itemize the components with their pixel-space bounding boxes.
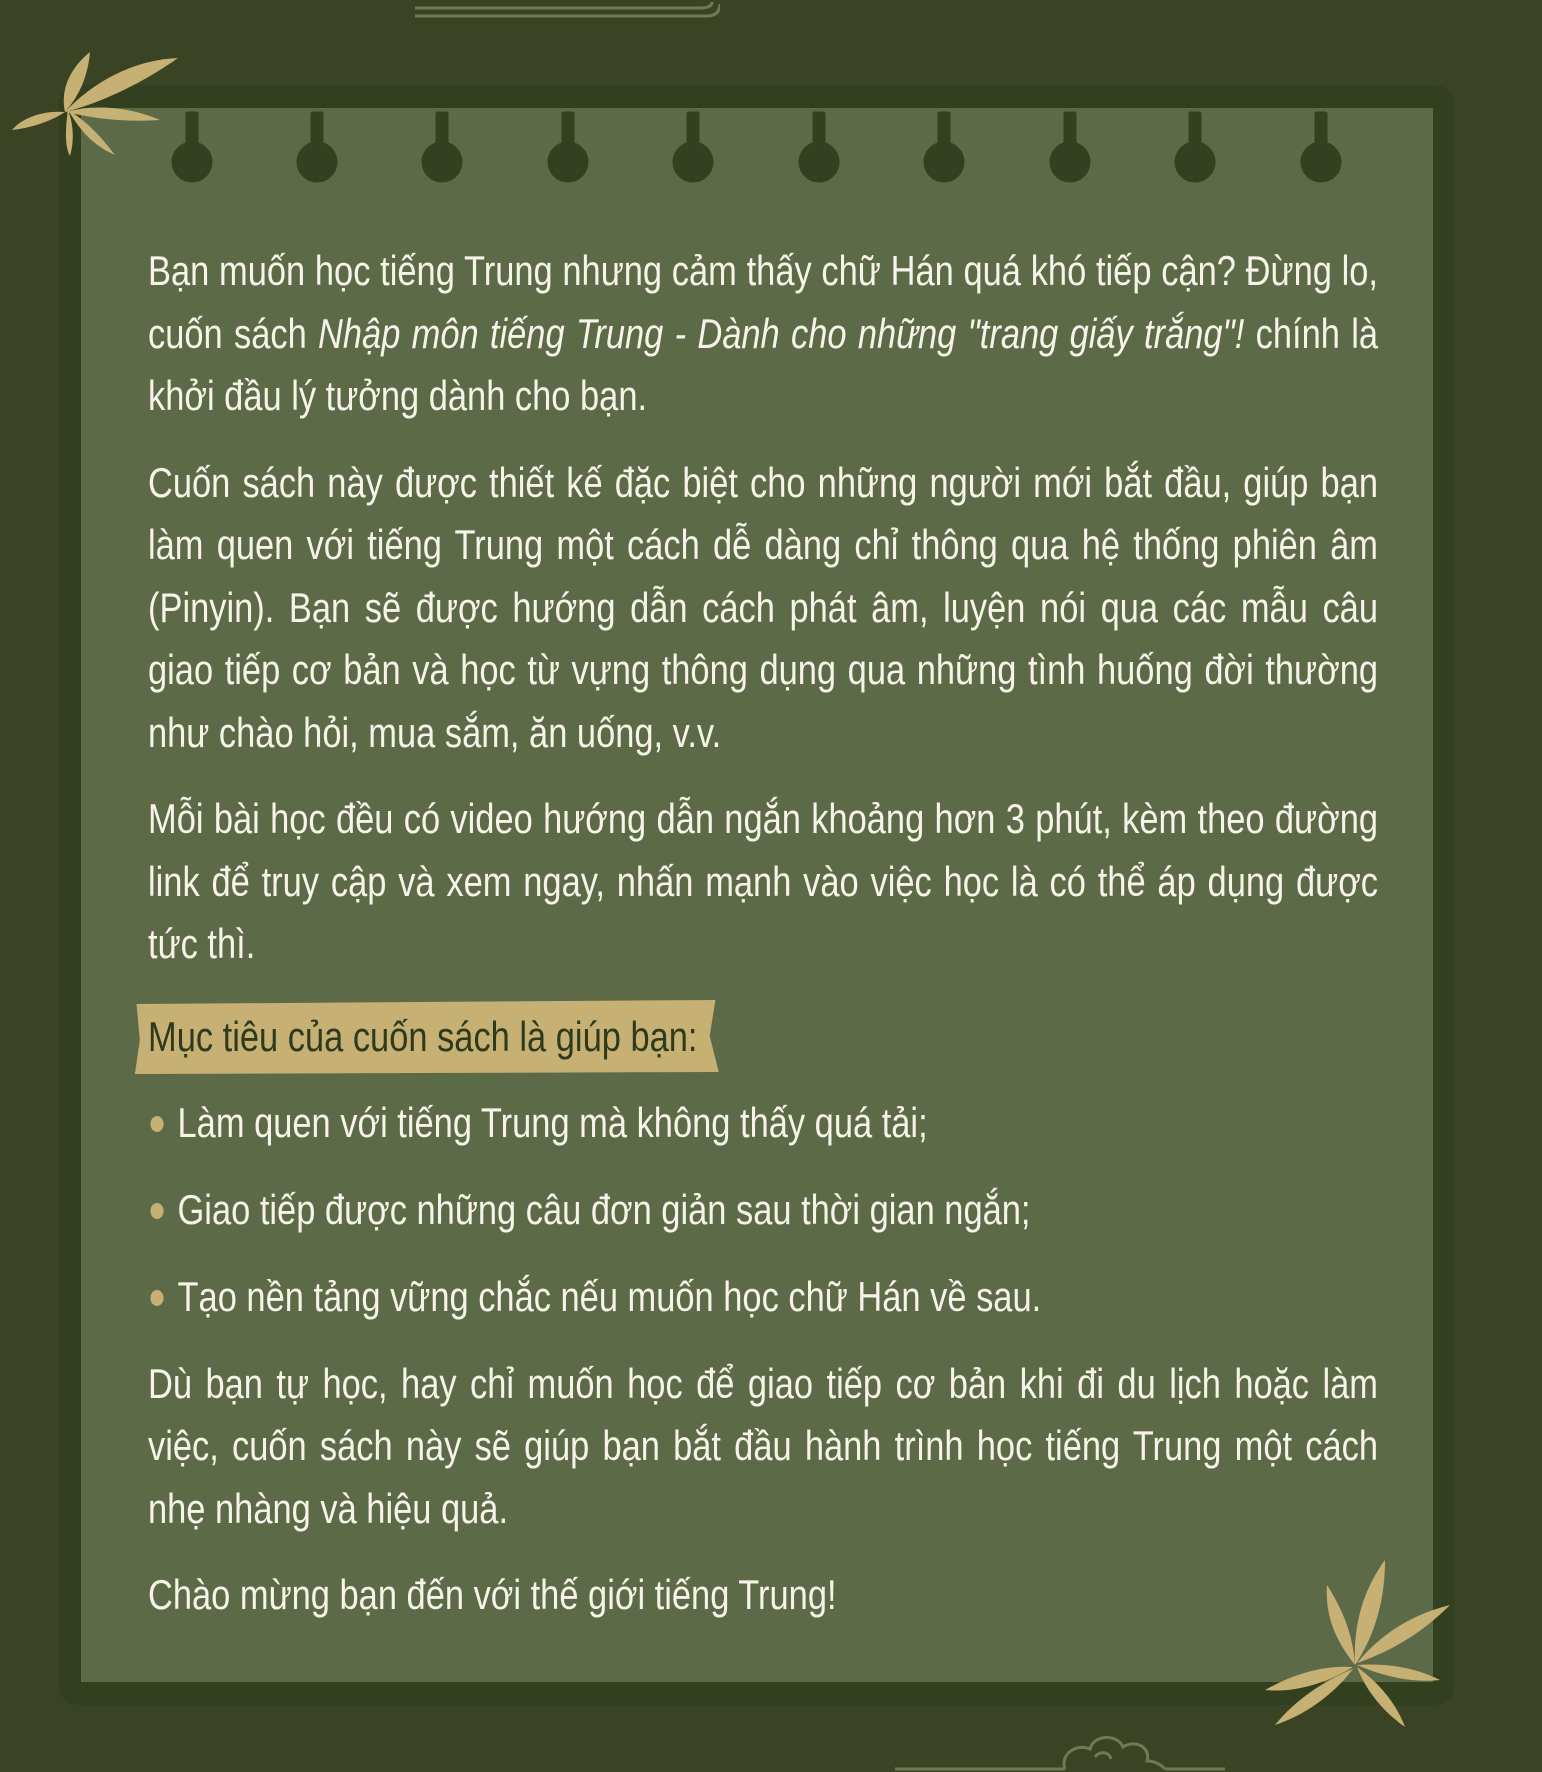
list-item	[148, 1179, 1157, 1241]
intro-paragraph-3: Mỗi bài học đều có video hướng dẫn ngắn khoảng hơn 3 phút, kèm theo đường link để truy cập và xem ngay, nhấn mạnh vào việc học là có thể áp dụng được tức thì.	[148, 795, 1378, 967]
welcome-line: Chào mừng bạn đến với thế giới tiếng Trung!	[148, 1571, 837, 1618]
goal-text: Giao tiếp được những câu đơn giản sau thời gian ngắn;	[177, 1185, 1031, 1233]
list-item	[148, 1092, 1157, 1154]
book-title: Nhập môn tiếng Trung - Dành cho những "trang giấy trắng"!	[318, 309, 1245, 357]
closing-paragraph: Dù bạn tự học, hay chỉ muốn học để giao tiếp cơ bản khi đi du lịch hoặc làm việc, cuốn sách này sẽ giúp bạn bắt đầu hành trình học tiếng Trung một cách nhẹ nhàng và hiệu quả.	[148, 1359, 1378, 1532]
goals-heading-highlight	[132, 1000, 1157, 1074]
bullet-dot-icon	[150, 1290, 163, 1306]
goals-heading: Mục tiêu của cuốn sách là giúp bạn:	[148, 1012, 698, 1060]
goal-text: Tạo nền tảng vững chắc nếu muốn học chữ Hán về sau.	[177, 1272, 1042, 1320]
intro-paragraph-1	[148, 240, 1378, 428]
goals-list	[148, 1092, 1157, 1328]
page-content	[148, 240, 1378, 1651]
intro-text-end: chính là khởi đầu lý tưởng dành cho bạn.	[148, 309, 1378, 419]
goal-text: Làm quen với tiếng Trung mà không thấy quá tải;	[177, 1098, 928, 1146]
bullet-dot-icon	[150, 1116, 163, 1132]
intro-paragraph-2: Cuốn sách này được thiết kế đặc biệt cho những người mới bắt đầu, giúp bạn làm quen với tiếng Trung một cách dễ dàng chỉ thông qua hệ thống phiên âm (Pinyin). Bạn sẽ được hướng dẫn cách phát âm, luyện nói qua các mẫu câu giao tiếp cơ bản và học từ vựng thông dụng qua những tình huống đời thường như chào hỏi, mua sắm, ăn uống, v.v.	[148, 458, 1378, 756]
cloud-scroll-icon	[410, 0, 720, 26]
bullet-dot-icon	[150, 1203, 163, 1219]
cloud-scroll-icon	[895, 1725, 1225, 1772]
intro-text: Bạn muốn học tiếng Trung nhưng cảm thấy chữ Hán quá khó tiếp cận? Đừng lo, cuốn sách	[148, 247, 1378, 357]
bamboo-leaves-icon	[10, 50, 185, 160]
list-item	[148, 1266, 1157, 1328]
